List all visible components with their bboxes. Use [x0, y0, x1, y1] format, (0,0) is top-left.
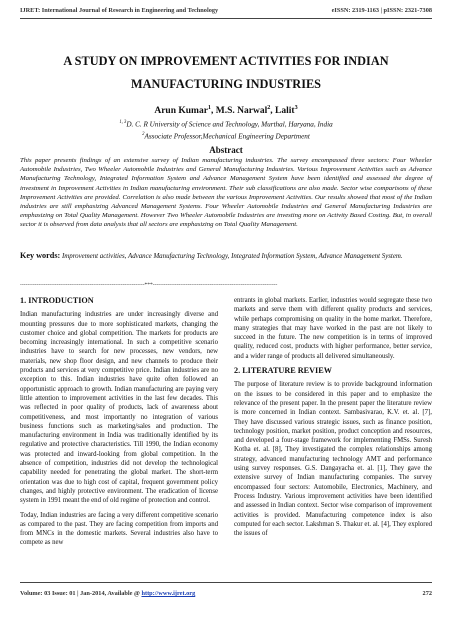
keywords-text: Improvement activities, Advance Manufacturing Technology, Integrated Information System, Advance Management System.	[61, 253, 403, 260]
author-2-sup: 2	[267, 105, 271, 111]
affiliation-2	[20, 130, 432, 142]
author-1-sup: 1	[207, 105, 211, 111]
affiliation-2-sup: 2	[142, 131, 145, 137]
literature-review-heading: 2. LITERATURE REVIEW	[234, 366, 332, 376]
footer-rule	[20, 582, 432, 583]
journal-name: IJRET: International Journal of Research in Engineering and Technology	[20, 7, 219, 14]
footer-volume	[20, 590, 195, 597]
header-rule	[20, 18, 432, 19]
author-list	[20, 105, 432, 116]
title-line-1: A STUDY ON IMPROVEMENT ACTIVITIES FOR INDIAN	[63, 54, 389, 68]
journal-header	[20, 7, 432, 14]
paper-title	[20, 50, 432, 96]
introduction-paragraph-3: entrants in global markets. Earlier, industries would segregate these two markets and serve them with different quality products and services, while perhaps compromising on quality in the home market. Therefore, many strategies that may have worked in the past are not likely to succeed in the future. The new competition is in terms of improved quality, reduced cost, products with higher performance, better service, and a wider range of products all delivered simultaneously.	[234, 297, 432, 360]
right-column	[234, 296, 432, 543]
section-separator: --------------------------------------------------------------------***--------------------------------------------------------------------	[20, 282, 278, 288]
introduction-paragraph-2: Today, Indian industries are facing a very different competitive scenario as compared to the past. They are facing competition from imports and from MNCs in the domestic markets. Several industries also have to compete as new	[20, 511, 218, 547]
author-3-sup: 3	[294, 105, 298, 111]
introduction-heading: 1. INTRODUCTION	[20, 296, 94, 305]
journal-url-link[interactable]: http://www.ijret.org	[141, 590, 196, 597]
left-column	[20, 296, 218, 553]
affiliation-1-sup: 1, 3	[119, 120, 127, 125]
abstract-text: This paper presents findings of an extensive survey of Indian manufacturing industries. The survey encompassed three sectors: Four Wheeler Automobile Industries, Two Wheeler Automobile Industries and General Manufacturing Industries. Various Improvement Activities such as Advance Manufacturing Technology, Integrated Information System and Advance Management System have been identified and assessed the degree of investment in Improvement Activities in Indian manufacturing environment. Their sub classifications are also made. Sector wise comparisons of these Improvement Activities are provided. Correlation is also made between the various Improvement Activities. Our results showed that most of the Indian industries are still emphasizing Advanced Management Systems. Four Wheeler Automobile Industries and General Manufacturing Industries are emphasizing on Total Quality Management. However Two Wheeler Automobile Industries are investing more on Activity Based Costing. But, in overall sector it is observed from data analysis that all sectors are emphasizing on Total Quality Management.	[20, 157, 432, 229]
page-footer	[20, 590, 432, 597]
keywords-label: Key words:	[20, 251, 61, 260]
footer-volume-text: Volume: 03 Issue: 01 | Jan-2014, Available @	[20, 590, 140, 597]
keywords	[20, 250, 432, 264]
author-2: , M.S. Narwal	[211, 106, 268, 117]
affiliation-2-text: Associate Professor,Mechanical Engineering Department	[144, 132, 310, 141]
affiliation-1	[20, 118, 432, 130]
abstract-heading: Abstract	[209, 145, 243, 155]
literature-review-paragraph: The purpose of literature review is to provide background information on the issues to be considered in this paper and to emphasize the relevance of the present paper. In the present paper the literature review is more concerned in Indian context. Sambasivarao, K.V. et. al. [7], They have discussed various strategic issues, such as finance position, technology position, market position, product conception and resources, and developed a four-stage framework for implementing FMSs. Suresh Kotha et. al. [8], They investigated the complex relationships among strategy, advanced manufacturing technology AMT and performance using survey responses. G.S. Dangayacha et. al. [1], They gave the extensive survey of Indian manufacturing companies. The survey encompassed four sectors: Automobile, Electronics, Machinery, and Process Industry. Various improvement activities have been identified and assessed in Indian context. Sector wise comparison of improvement activities is provided. Manufacturing competence index is also computed for each sector. Lakshman S. Thakur et. al. [4], They explored the issues of	[234, 381, 432, 538]
introduction-paragraph-1: Indian manufacturing industries are under increasingly diverse and mounting pressures due to more sophisticated markets, changing the customer choice and global competition. The markets for products are becoming increasingly international. In such a competitive scenario industries have to search for new processes, new vendors, new materials, new shop floor design, and new channels to produce their products and services at very competitive price. Indian industries are no exception to this. Indian industries have quite often followed an opportunistic approach to growth. Indian manufacturing are paying very little attention to improvement activities in the last few decades. This was reflected in poor quality of products, lack of awareness about competitiveness, and most importantly no integration of various business functions such as marketing/sales and production. The manufacturing environment in India was traditionally identified by its regulative and protective characteristics. Till 1990, the Indian economy was protected and inward-looking from global competition. In the absence of competition, industries did not develop the technological capability needed for penetrating the global market. The short-term orientation was due to high cost of capital, frequent government policy changes, and highly protective environment. The eradication of license system in 1991 meant the end of old regime of protection and control.	[20, 311, 218, 505]
issn-text: eISSN: 2319-1163 | pISSN: 2321-7308	[331, 7, 432, 14]
author-3: , Lalit	[270, 106, 295, 117]
author-1: Arun Kumar	[154, 106, 208, 117]
title-line-2: MANUFACTURING INDUSTRIES	[130, 77, 322, 91]
affiliation-1-text: D. C. R University of Science and Technology, Murthal, Haryana, India	[126, 120, 333, 129]
affiliations	[20, 118, 432, 142]
page-number: 272	[422, 590, 432, 597]
